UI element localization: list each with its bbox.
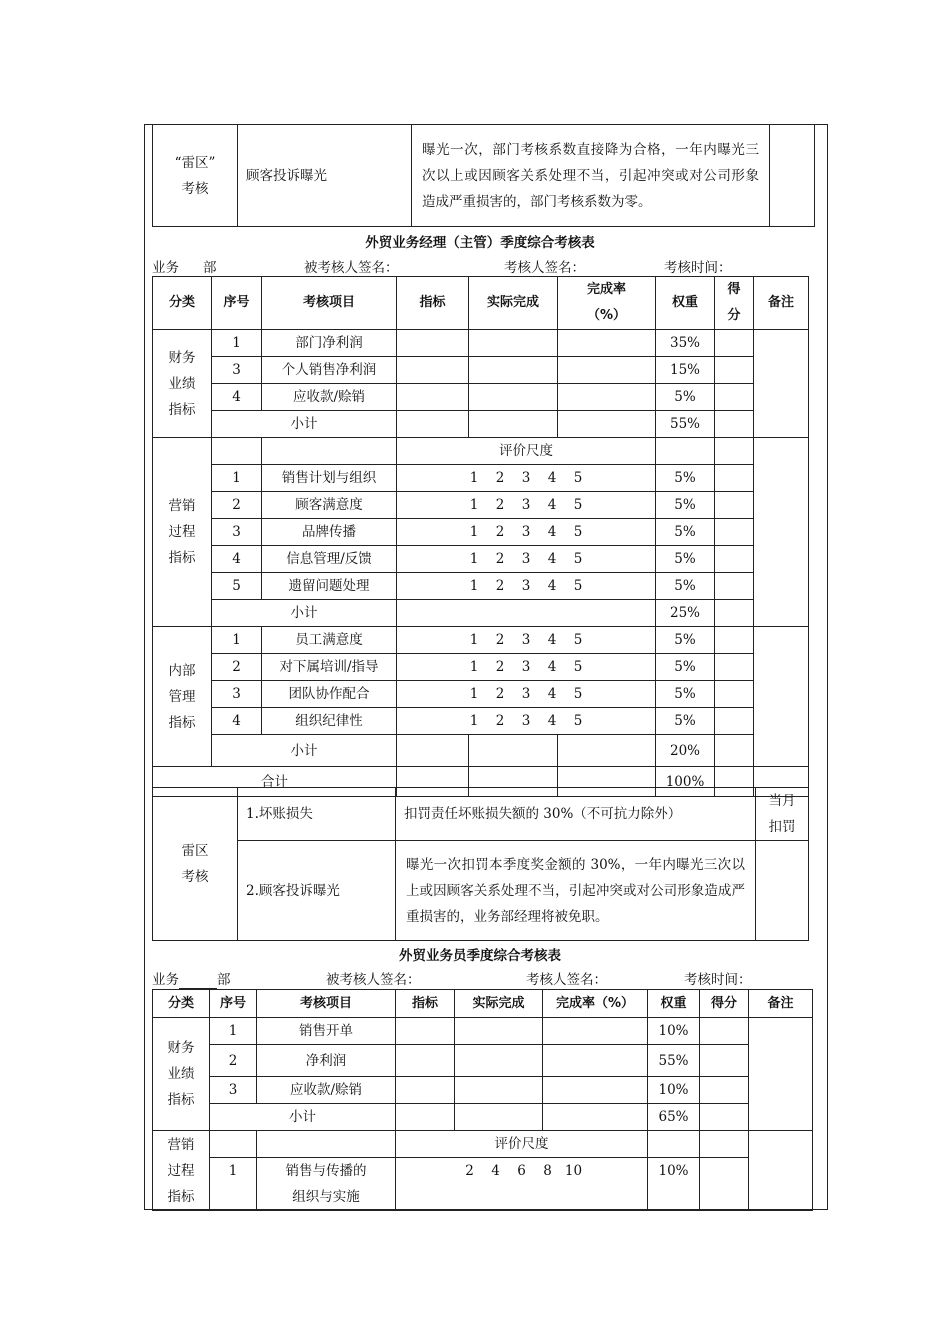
table-row — [153, 654, 809, 681]
remark-cell — [754, 627, 809, 767]
row-no: 1 — [212, 465, 262, 492]
cell — [455, 1045, 543, 1077]
cell — [700, 1104, 749, 1131]
row-item: 团队协作配合 — [262, 681, 397, 708]
mine-item-2: 2.顾客投诉曝光 — [238, 841, 396, 941]
cell — [210, 1131, 257, 1158]
t1-exam-time: 考核时间： — [664, 260, 732, 276]
t1-h-actual: 实际完成 — [469, 277, 558, 330]
row-item: 应收款/赊销 — [262, 384, 397, 411]
table-row — [153, 573, 809, 600]
cell — [543, 1045, 648, 1077]
row-item: 员工满意度 — [262, 627, 397, 654]
t1-mkt-category: 营销 过程 指标 — [153, 438, 212, 627]
cell — [715, 384, 754, 411]
cell — [715, 654, 754, 681]
cell — [397, 330, 469, 357]
cell — [715, 357, 754, 384]
row-weight: 5% — [656, 708, 715, 735]
remark-cell — [754, 330, 809, 438]
mine-desc-2: 曝光一次扣罚本季度奖金额的 30%，一年内曝光三次以上或因顾客关系处理不当，引起冲突或对公司形象造成严重损害的，业务部经理将被免职。 — [396, 841, 756, 941]
cell — [558, 330, 656, 357]
t1-h-remark: 备注 — [754, 277, 809, 330]
t1-h-weight: 权重 — [656, 277, 715, 330]
cell — [558, 735, 656, 767]
rating-scale: 1 2 3 4 5 — [397, 492, 656, 519]
manager-assessment-table — [152, 276, 809, 797]
t1-h-no: 序号 — [212, 277, 262, 330]
cell — [455, 1104, 543, 1131]
cell — [648, 1131, 700, 1158]
table-row — [153, 1077, 813, 1104]
row-no: 1 — [210, 1018, 257, 1045]
row-weight: 10% — [648, 1077, 700, 1104]
t1-h-item: 考核项目 — [262, 277, 397, 330]
rating-scale: 1 2 3 4 5 — [397, 627, 656, 654]
cell — [257, 1131, 396, 1158]
cell — [700, 1131, 749, 1158]
cell — [715, 627, 754, 654]
frame-left — [144, 124, 145, 1210]
row-weight: 5% — [656, 573, 715, 600]
cell — [700, 1018, 749, 1045]
mine-item-1: 1.坏账损失 — [238, 788, 396, 841]
cell — [397, 600, 656, 627]
table-row — [153, 384, 809, 411]
row-no: 3 — [212, 357, 262, 384]
total-weight: 100% — [656, 767, 715, 797]
row-item: 顾客满意度 — [262, 492, 397, 519]
row-no: 3 — [212, 519, 262, 546]
row-item: 遗留问题处理 — [262, 573, 397, 600]
cell — [262, 438, 397, 465]
row-no: 1 — [210, 1158, 257, 1211]
row-no: 2 — [212, 654, 262, 681]
cell — [715, 519, 754, 546]
top-desc: 曝光一次，部门考核系数直接降为合格，一年内曝光三次以上或因顾客关系处理不当，引起冲突或对公司形象造成严重损害的，部门考核系数为零。 — [412, 125, 770, 227]
row-item: 组织纪律性 — [262, 708, 397, 735]
cell — [397, 384, 469, 411]
total-label: 合计 — [153, 767, 397, 797]
row-item: 销售开单 — [257, 1018, 396, 1045]
row-no: 4 — [212, 384, 262, 411]
row-weight: 55% — [648, 1045, 700, 1077]
row-no: 3 — [210, 1077, 257, 1104]
mine-note-1: 当月 扣罚 — [756, 788, 809, 841]
mine-note-2 — [756, 841, 809, 941]
t1-examiner-sign: 考核人签名： — [504, 260, 585, 276]
subtotal-weight: 65% — [648, 1104, 700, 1131]
cell — [469, 357, 558, 384]
t2-h-category: 分类 — [153, 990, 210, 1018]
cell — [543, 1077, 648, 1104]
t2-exam-time: 考核时间： — [684, 972, 752, 988]
cell — [396, 1045, 455, 1077]
cell — [469, 384, 558, 411]
row-weight: 5% — [656, 384, 715, 411]
subtotal-label: 小计 — [210, 1104, 396, 1131]
scale-label: 评价尺度 — [396, 1131, 648, 1158]
cell — [715, 546, 754, 573]
t2-title: 外贸业务员季度综合考核表 — [399, 948, 561, 964]
t1-fin-category: 财务 业绩 指标 — [153, 330, 212, 438]
subtotal-weight: 55% — [656, 411, 715, 438]
cell — [397, 357, 469, 384]
scale-header-row — [153, 1131, 813, 1158]
row-no: 1 — [212, 330, 262, 357]
remark-cell — [749, 1131, 813, 1211]
cell — [715, 573, 754, 600]
mine-desc-1: 扣罚责任坏账损失额的 30%（不可抗力除外） — [396, 788, 756, 841]
cell — [469, 330, 558, 357]
t2-h-no: 序号 — [210, 990, 257, 1018]
t2-examinee-sign: 被考核人签名： — [326, 972, 421, 988]
scale-header-row — [153, 438, 809, 465]
t1-h-category: 分类 — [153, 277, 212, 330]
table-row — [153, 1045, 813, 1077]
rating-scale: 2 4 6 8 10 — [396, 1158, 648, 1211]
row-weight: 15% — [656, 357, 715, 384]
table-row — [153, 681, 809, 708]
row-weight: 5% — [656, 681, 715, 708]
cell — [715, 492, 754, 519]
row-weight: 10% — [648, 1158, 700, 1211]
cell — [469, 411, 558, 438]
cell — [543, 1104, 648, 1131]
cell — [469, 735, 558, 767]
rating-scale: 1 2 3 4 5 — [397, 708, 656, 735]
table-row — [153, 546, 809, 573]
rating-scale: 1 2 3 4 5 — [397, 465, 656, 492]
t1-title: 外贸业务经理（主管）季度综合考核表 — [365, 235, 595, 251]
cell — [700, 1158, 749, 1211]
row-item: 个人销售净利润 — [262, 357, 397, 384]
row-weight: 5% — [656, 465, 715, 492]
table-row — [153, 465, 809, 492]
cell — [715, 411, 754, 438]
subtotal-row — [153, 1104, 813, 1131]
cell — [700, 1077, 749, 1104]
table-row — [153, 1018, 813, 1045]
t1-mine-table — [152, 787, 809, 941]
cell — [715, 708, 754, 735]
subtotal-row — [153, 735, 809, 767]
t1-mgmt-category: 内部 管理 指标 — [153, 627, 212, 767]
cell — [715, 735, 754, 767]
table-row — [153, 627, 809, 654]
t2-h-weight: 权重 — [648, 990, 700, 1018]
t2-h-score: 得分 — [700, 990, 749, 1018]
t2-h-item: 考核项目 — [257, 990, 396, 1018]
rating-scale: 1 2 3 4 5 — [397, 654, 656, 681]
cell — [656, 438, 715, 465]
rating-scale: 1 2 3 4 5 — [397, 573, 656, 600]
cell — [715, 438, 754, 465]
t2-h-rate: 完成率（%） — [543, 990, 648, 1018]
t1-mine-category: 雷区 考核 — [153, 788, 238, 941]
row-no: 1 — [212, 627, 262, 654]
row-no: 3 — [212, 681, 262, 708]
row-item: 销售与传播的 组织与实施 — [257, 1158, 396, 1211]
subtotal-row — [153, 411, 809, 438]
t1-dept: 业务 部 — [152, 260, 217, 276]
cell — [455, 1077, 543, 1104]
t2-h-remark: 备注 — [749, 990, 813, 1018]
table-row — [153, 357, 809, 384]
cell — [455, 1018, 543, 1045]
cell — [396, 1018, 455, 1045]
row-weight: 35% — [656, 330, 715, 357]
cell — [715, 681, 754, 708]
cell — [396, 1104, 455, 1131]
row-weight: 5% — [656, 654, 715, 681]
rating-scale: 1 2 3 4 5 — [397, 519, 656, 546]
t1-h-rate: 完成率 （%） — [558, 277, 656, 330]
cell — [558, 411, 656, 438]
frame-right — [827, 124, 828, 1210]
scale-label: 评价尺度 — [397, 438, 656, 465]
top-category: “雷区” 考核 — [153, 125, 238, 227]
t2-fin-category: 财务 业绩 指标 — [153, 1018, 210, 1131]
row-item: 销售计划与组织 — [262, 465, 397, 492]
rating-scale: 1 2 3 4 5 — [397, 546, 656, 573]
t2-h-actual: 实际完成 — [455, 990, 543, 1018]
row-item: 应收款/赊销 — [257, 1077, 396, 1104]
row-item: 部门净利润 — [262, 330, 397, 357]
cell — [558, 384, 656, 411]
cell — [715, 600, 754, 627]
t1-examinee-sign: 被考核人签名： — [304, 260, 399, 276]
t2-h-target: 指标 — [396, 990, 455, 1018]
t2-header-row — [153, 990, 813, 1018]
remark-cell — [749, 1018, 813, 1131]
table-row — [153, 330, 809, 357]
row-no: 2 — [212, 492, 262, 519]
t1-h-score: 得 分 — [715, 277, 754, 330]
cell — [397, 411, 469, 438]
t2-dept: 业务 部 — [152, 972, 231, 988]
cell — [700, 1045, 749, 1077]
subtotal-row — [153, 600, 809, 627]
row-item: 对下属培训/指导 — [262, 654, 397, 681]
top-item: 顾客投诉曝光 — [238, 125, 412, 227]
row-weight: 5% — [656, 492, 715, 519]
cell — [396, 1077, 455, 1104]
subtotal-label: 小计 — [212, 735, 397, 767]
t2-examiner-sign: 考核人签名： — [526, 972, 607, 988]
row-no: 2 — [210, 1045, 257, 1077]
cell — [543, 1018, 648, 1045]
row-item: 净利润 — [257, 1045, 396, 1077]
row-item: 信息管理/反馈 — [262, 546, 397, 573]
row-weight: 5% — [656, 546, 715, 573]
t2-mkt-category: 营销 过程 指标 — [153, 1131, 210, 1211]
t1-h-target: 指标 — [397, 277, 469, 330]
row-no: 4 — [212, 546, 262, 573]
subtotal-label: 小计 — [212, 600, 397, 627]
subtotal-label: 小计 — [212, 411, 397, 438]
cell — [212, 438, 262, 465]
table-row — [153, 1158, 813, 1211]
t1-header-row — [153, 277, 809, 330]
top-note — [770, 125, 815, 227]
row-weight: 5% — [656, 627, 715, 654]
cell — [715, 465, 754, 492]
row-weight: 5% — [656, 519, 715, 546]
table-row — [153, 519, 809, 546]
table-row — [153, 708, 809, 735]
row-item: 品牌传播 — [262, 519, 397, 546]
cell — [558, 357, 656, 384]
rating-scale: 1 2 3 4 5 — [397, 681, 656, 708]
row-no: 4 — [212, 708, 262, 735]
remark-cell — [754, 438, 809, 627]
subtotal-weight: 20% — [656, 735, 715, 767]
top-mine-table — [152, 124, 815, 227]
subtotal-weight: 25% — [656, 600, 715, 627]
row-no: 5 — [212, 573, 262, 600]
table-row — [153, 492, 809, 519]
salesperson-assessment-table — [152, 989, 813, 1211]
cell — [715, 330, 754, 357]
row-weight: 10% — [648, 1018, 700, 1045]
cell — [397, 735, 469, 767]
